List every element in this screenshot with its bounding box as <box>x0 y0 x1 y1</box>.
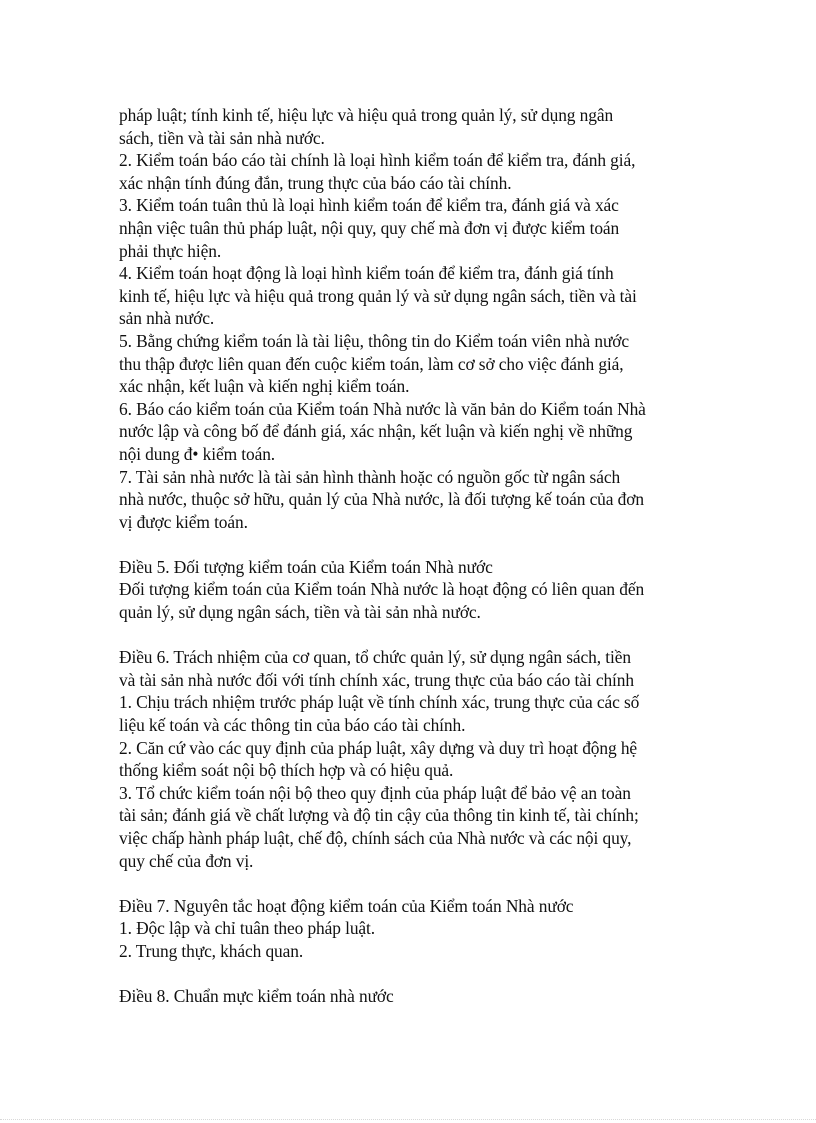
blank-line <box>119 872 709 895</box>
clause-item-6 <box>119 398 709 466</box>
text-line: 7. Tài sản nhà nước là tài sản hình thành hoặc có nguồn gốc từ ngân sách <box>119 466 621 487</box>
text-line: pháp luật; tính kinh tế, hiệu lực và hiệu quả trong quản lý, sử dụng ngân <box>119 105 614 125</box>
article-heading: và tài sản nhà nước đối với tính chính xác, trung thực của báo cáo tài chính <box>119 669 634 690</box>
article-heading: Điều 5. Đối tượng kiểm toán của Kiểm toán Nhà nước <box>119 556 493 577</box>
text-line: vị được kiểm toán. <box>119 511 248 532</box>
clause-item-3 <box>119 194 709 262</box>
paragraph-continuation <box>119 104 709 149</box>
text-line: sách, tiền và tài sản nhà nước. <box>119 127 325 148</box>
text-line: việc chấp hành pháp luật, chế độ, chính sách của Nhà nước và các nội quy, <box>119 828 632 848</box>
article-8-heading <box>119 963 709 1008</box>
text-line: nước lập và công bố để đánh giá, xác nhận, kết luận và kiến nghị về những <box>119 421 633 442</box>
text-line: nhà nước, thuộc sở hữu, quản lý của Nhà nước, là đối tượng kế toán của đơn <box>119 489 644 510</box>
text-line: 2. Trung thực, khách quan. <box>119 940 304 961</box>
clause-item-7 <box>119 466 709 534</box>
text-line: 2. Căn cứ vào các quy định của pháp luật, xây dựng và duy trì hoạt động hệ <box>119 737 638 758</box>
text-line: sản nhà nước. <box>119 308 215 329</box>
text-line: liệu kế toán và các thông tin của báo cáo tài chính. <box>119 715 466 736</box>
article-6-item-2 <box>119 737 709 782</box>
article-heading: Điều 8. Chuẩn mực kiểm toán nhà nước <box>119 986 394 1007</box>
blank-line <box>119 533 709 556</box>
page-bottom-divider <box>0 1119 816 1121</box>
text-line: 6. Báo cáo kiểm toán của Kiểm toán Nhà nước là văn bản do Kiểm toán Nhà <box>119 398 646 419</box>
text-line: nội dung đ• kiểm toán. <box>119 443 276 464</box>
article-5-body <box>119 578 709 623</box>
text-line: Đối tượng kiểm toán của Kiểm toán Nhà nước là hoạt động có liên quan đến <box>119 579 645 600</box>
clause-item-2 <box>119 149 709 194</box>
text-line: kinh tế, hiệu lực và hiệu quả trong quản lý và sử dụng ngân sách, tiền và tài <box>119 285 637 306</box>
blank-line <box>119 963 709 986</box>
text-line: quản lý, sử dụng ngân sách, tiền và tài sản nhà nước. <box>119 602 481 623</box>
text-line: 3. Kiểm toán tuân thủ là loại hình kiểm toán để kiểm tra, đánh giá và xác <box>119 195 619 216</box>
article-heading: Điều 6. Trách nhiệm của cơ quan, tổ chức quản lý, sử dụng ngân sách, tiền <box>119 647 631 668</box>
article-6-heading <box>119 624 709 692</box>
article-6-item-1 <box>119 691 709 736</box>
text-line: quy chế của đơn vị. <box>119 850 254 871</box>
article-7-items <box>119 917 709 962</box>
text-line: 3. Tổ chức kiểm toán nội bộ theo quy định của pháp luật để bảo vệ an toàn <box>119 782 631 803</box>
text-line: thống kiểm soát nội bộ thích hợp và có hiệu quả. <box>119 760 454 781</box>
text-line: 1. Độc lập và chỉ tuân theo pháp luật. <box>119 918 376 939</box>
article-heading: Điều 7. Nguyên tắc hoạt động kiểm toán của Kiểm toán Nhà nước <box>119 895 574 916</box>
text-line: nhận việc tuân thủ pháp luật, nội quy, quy chế mà đơn vị được kiểm toán <box>119 217 620 238</box>
text-line: 2. Kiểm toán báo cáo tài chính là loại hình kiểm toán để kiểm tra, đánh giá, <box>119 150 636 171</box>
text-line: 1. Chịu trách nhiệm trước pháp luật về tính chính xác, trung thực của các số <box>119 692 640 713</box>
text-line: xác nhận tính đúng đắn, trung thực của báo cáo tài chính. <box>119 172 512 193</box>
article-6-item-3 <box>119 782 709 872</box>
blank-line <box>119 624 709 647</box>
article-7-heading <box>119 872 709 917</box>
clause-item-5 <box>119 330 709 398</box>
text-line: tài sản; đánh giá về chất lượng và độ tin cậy của thông tin kinh tế, tài chính; <box>119 805 639 826</box>
document-content <box>119 104 709 1008</box>
text-line: 4. Kiểm toán hoạt động là loại hình kiểm toán để kiểm tra, đánh giá tính <box>119 263 614 284</box>
text-line: phải thực hiện. <box>119 240 222 261</box>
clause-item-4 <box>119 262 709 330</box>
text-line: thu thập được liên quan đến cuộc kiểm toán, làm cơ sở cho việc đánh giá, <box>119 353 624 374</box>
text-line: 5. Bằng chứng kiểm toán là tài liệu, thông tin do Kiểm toán viên nhà nước <box>119 330 629 351</box>
text-line: xác nhận, kết luận và kiến nghị kiểm toán. <box>119 376 410 397</box>
article-5-heading <box>119 533 709 578</box>
